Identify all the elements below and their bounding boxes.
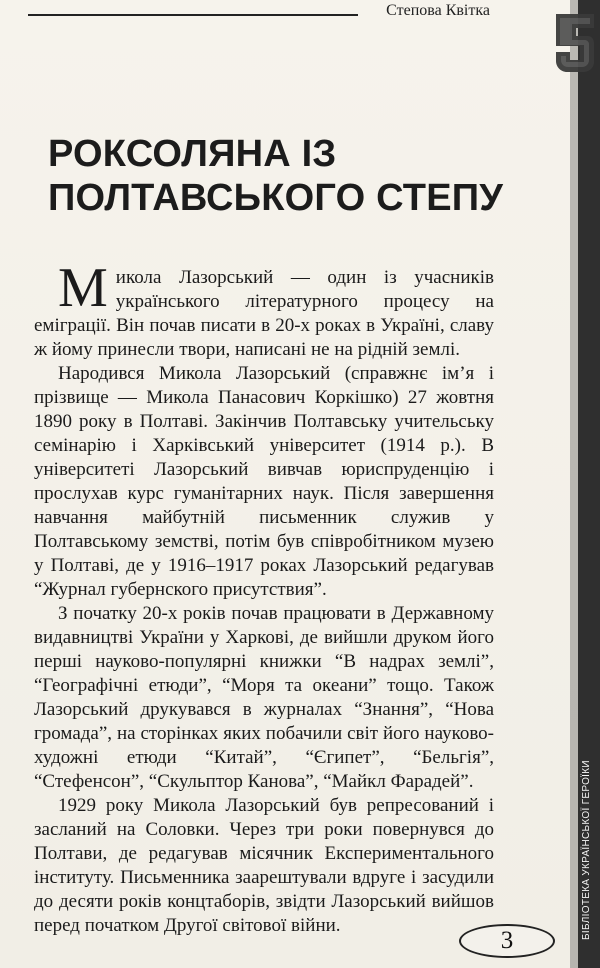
paragraph-4: 1929 року Микола Лазорський був репресований і засланий на Соловки. Через три роки повернувся до Полтави, де редагував місячник Експериментального інституту. Письменника заарештували вдруге і засудили до десяти років концтаборів, звідти Лазорський вийшов перед початком Другої світової війни.: [34, 795, 494, 936]
series-logo-icon: [552, 10, 598, 74]
header-rule: [28, 14, 358, 16]
drop-cap: М: [58, 257, 108, 319]
side-strip-shadow: [570, 0, 578, 968]
article-body: [34, 257, 494, 938]
article-title: [48, 132, 504, 220]
paragraph-1-text: икола Лазорський — один із учасників українського літературного процесу на еміграції. Він почав писати в 20-х роках в Україні, славу ж йому принесли твори, написані не на рідній землі.: [34, 267, 494, 360]
paragraph-2: Народився Микола Лазорський (справжнє ім’я і прізвище — Микола Панасович Коркішко) 27 жовтня 1890 року в Полтаві. Закінчив Полтавську учительську семінарію і Харківський університет (1914 р.). В університеті Лазорський вивчав юриспруденцію і прослухав курс гуманітарних наук. Після завершення навчання майбутній письменник служив у Полтавському земстві, потім був співробітником музею у Полтаві, де у 1916–1917 роках Лазорський редагував “Журнал губернского присутствия”.: [34, 363, 494, 600]
paragraph-3: З початку 20-х років почав працювати в Державному видавництві України у Харкові, де вийшли друком його перші науково-популярні книжки “В надрах землі”, “Географічні етюди”, “Моря та океани” тощо. Також Лазорський друкувався в журналах “Знання”, “Нова громада”, на сторінках яких побачили світ його науково-художні етюди “Китай”, “Єгипет”, “Бельгія”, “Стефенсон”, “Скульптор Канова”, “Майкл Фарадей”.: [34, 603, 494, 792]
running-head: Степова Квітка: [386, 2, 490, 19]
page-number: 3: [459, 924, 555, 958]
paragraph-1: [34, 257, 494, 362]
series-vertical-title: БІБЛІОТЕКА УКРАЇНСЬКОЇ ГЕРОЇКИ: [581, 760, 592, 940]
article-title-line-1: РОКСОЛЯНА ІЗ: [48, 133, 337, 175]
article-title-line-2: ПОЛТАВСЬКОГО СТЕПУ: [48, 177, 504, 219]
